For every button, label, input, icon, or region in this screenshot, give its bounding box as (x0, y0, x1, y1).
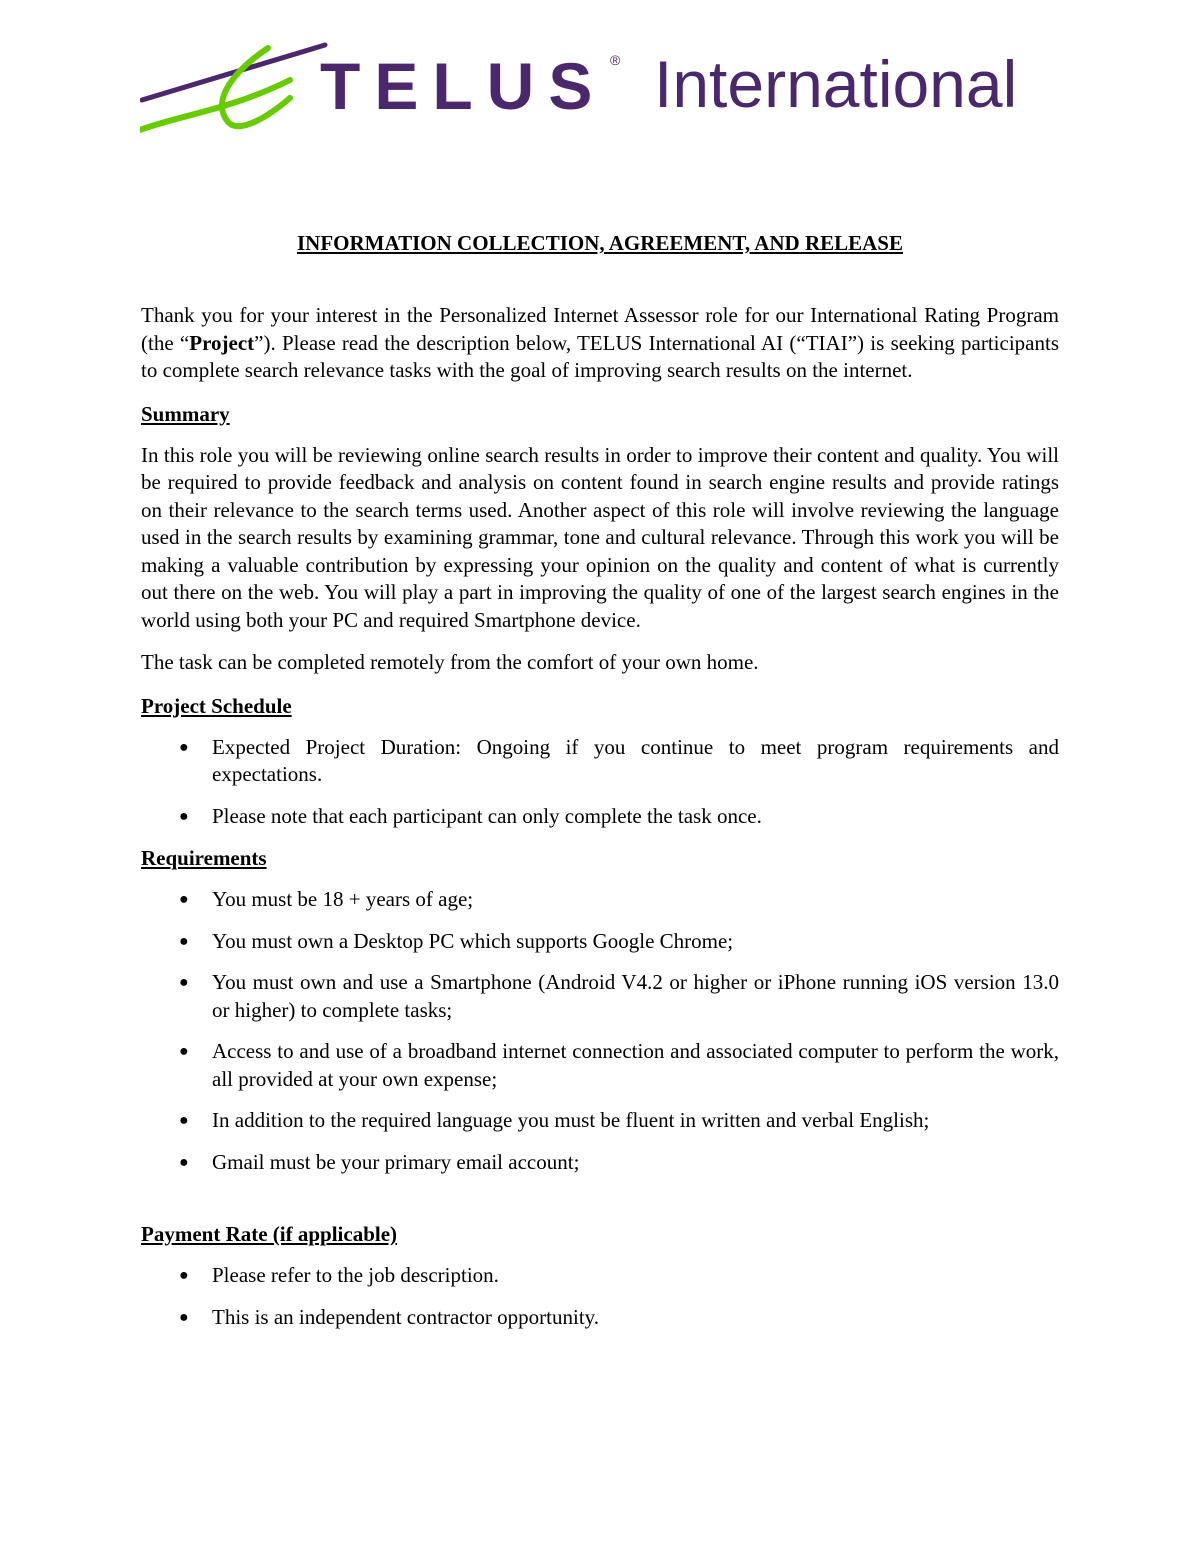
list-item-text: You must own and use a Smartphone (Android V4.2 or higher or iPhone running iOS version 13.0 or higher) to complete tasks; (212, 970, 1059, 1022)
payment-list (141, 1262, 1059, 1331)
list-item (141, 1304, 1059, 1332)
intro-text-start: Thank you for your interest in the Personalized Internet Assessor role for our International Rating Program (the “ (141, 303, 1059, 355)
list-item-text: In addition to the required language you must be fluent in written and verbal English; (212, 1108, 930, 1132)
bullet-icon: ● (179, 1153, 189, 1171)
intro-paragraph (141, 302, 1059, 385)
list-item (141, 803, 1059, 831)
list-item-text: Access to and use of a broadband internet connection and associated computer to perform the work, all provided at your own expense; (212, 1039, 1059, 1091)
list-item-text: This is an independent contractor opportunity. (212, 1304, 600, 1329)
list-item (141, 1262, 1059, 1290)
bullet-icon: ● (179, 891, 189, 908)
list-item-text: You must own a Desktop PC which supports Google Chrome; (212, 928, 734, 953)
list-item (141, 1038, 1059, 1093)
logo-suffix-text: International (654, 47, 1018, 121)
list-item-text: Please note that each participant can only complete the task once. (212, 803, 762, 828)
payment-heading: Payment Rate (if applicable) (141, 1222, 398, 1246)
bullet-icon: ● (179, 738, 189, 756)
section-spacer (141, 1190, 1059, 1220)
telus-international-logo (140, 40, 1020, 135)
summary-paragraph: In this role you will be reviewing online search results in order to improve their content and quality. You will be required to provide feedback and analysis on content found in search engine results and provide ratings on their relevance to the search terms used. Another aspect of this role will involve reviewing the language used in the search results by examining grammar, tone and cultural relevance. Through this work you will be making a valuable contribution by expressing your opinion on the quality and content of what is currently out there on the web. You will play a part in improving the quality of one of the largest search engines in the world using both your PC and required Smartphone device. (141, 442, 1059, 632)
document-body (141, 228, 1059, 1345)
list-item-text: Please refer to the job description. (212, 1263, 499, 1287)
list-item-text: You must be 18 + years of age; (212, 887, 474, 911)
bullet-icon: ● (179, 1308, 189, 1326)
bullet-icon: ● (179, 1043, 189, 1060)
list-item-text: Expected Project Duration: Ongoing if you continue to meet program requirements and expectations. (212, 734, 1059, 786)
list-item (141, 1149, 1059, 1177)
list-item (141, 928, 1059, 956)
logo-registered-mark: ® (610, 52, 621, 68)
document-title: INFORMATION COLLECTION, AGREEMENT, AND RELEASE (297, 231, 903, 255)
intro-project-term: Project (189, 330, 255, 355)
telus-swoosh-icon (140, 40, 330, 135)
list-item (141, 734, 1059, 789)
bullet-icon: ● (179, 974, 189, 991)
requirements-heading: Requirements (141, 846, 267, 870)
schedule-heading: Project Schedule (141, 693, 292, 718)
list-item-text: Gmail must be your primary email account; (212, 1149, 580, 1174)
remote-paragraph: The task can be completed remotely from the comfort of your own home. (141, 650, 759, 674)
bullet-icon: ● (179, 1112, 189, 1129)
list-item (141, 1107, 1059, 1135)
intro-text-end: ”). Please read the description below, TELUS International AI (“TIAI”) is seeking participants to complete search relevance tasks with the goal of improving search results on the internet. (141, 330, 1059, 382)
summary-heading: Summary (141, 401, 230, 426)
bullet-icon: ● (179, 807, 189, 825)
list-item (141, 886, 1059, 914)
list-item (141, 969, 1059, 1024)
bullet-icon: ● (179, 932, 189, 950)
requirements-list (141, 886, 1059, 1176)
logo-brand-text: TELUS (320, 49, 607, 123)
schedule-list (141, 734, 1059, 831)
bullet-icon: ● (179, 1267, 189, 1284)
